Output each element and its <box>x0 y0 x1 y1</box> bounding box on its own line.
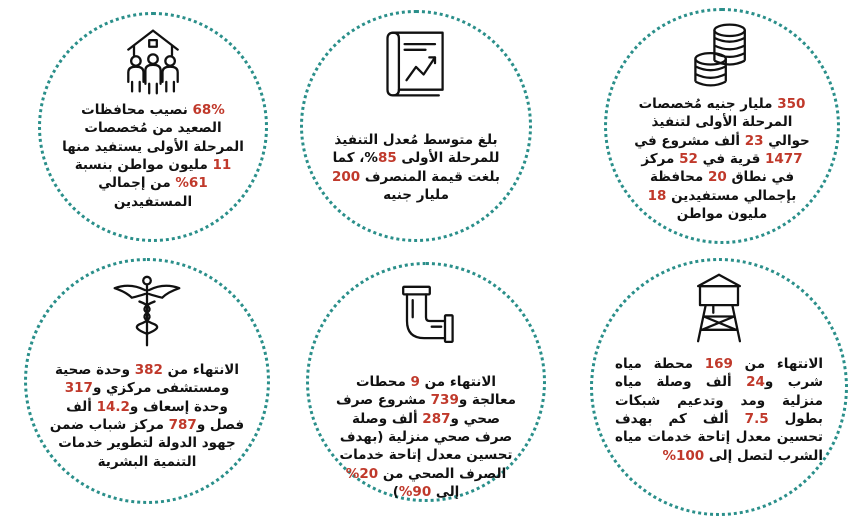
highlight-number: 68% <box>192 102 225 118</box>
text-segment: بلغ متوسط مُعدل التنفيذ للمرحلة الأولى <box>334 132 500 167</box>
highlight-number: 24 <box>746 374 765 391</box>
highlight-number: 287 <box>422 410 451 427</box>
text-segment: %، كما بلغت قيمة المنصرف <box>332 150 500 185</box>
card-drinking-water <box>590 258 848 516</box>
highlight-number: 317 <box>64 380 93 397</box>
caduceus-icon <box>109 273 185 349</box>
card-health-services <box>24 258 270 504</box>
text-segment: ألف كم بهدف تحسين معدل إتاحة خدمات مياه الشرب لتصل إلى <box>615 411 823 464</box>
families-house-icon <box>115 23 191 99</box>
highlight-number: 20% <box>345 465 379 482</box>
pipe-icon <box>388 283 464 359</box>
text-segment: الانتهاء من <box>732 356 823 372</box>
text-segment: مشروع صرف صحي و <box>336 392 501 427</box>
text-segment: من إجمالي المستفيدين <box>98 175 193 210</box>
card-text <box>333 373 519 502</box>
text-segment: مركز شباب ضمن جهود الدولة لتطوير خدمات التنمية البشرية <box>49 417 236 470</box>
card-text <box>327 131 505 204</box>
text-segment: قرية في <box>697 151 766 168</box>
coin-stacks-icon <box>684 17 760 93</box>
highlight-number: 20 <box>707 169 727 186</box>
highlight-number: 90% <box>398 484 432 501</box>
text-segment: ألف فصل و <box>66 398 245 434</box>
text-segment: الانتهاء من <box>162 362 239 378</box>
card-upper-egypt-share <box>38 12 268 242</box>
card-sanitation-services <box>306 262 546 502</box>
highlight-number: 23 <box>744 132 764 149</box>
text-segment: مركز في نطاق <box>641 151 795 186</box>
text-segment: مليار جنيه <box>383 187 449 204</box>
water-tower-icon <box>681 269 757 345</box>
text-segment: وحدة صحية ومستشفى مركزي و <box>54 362 230 397</box>
highlight-number: 61% <box>175 175 208 192</box>
card-implementation-rate <box>300 10 532 242</box>
text-segment: وحدة إسعاف و <box>129 398 228 415</box>
text-segment: ألف مشروع في <box>634 132 745 149</box>
text-segment: محطات معالجة و <box>355 374 516 409</box>
text-segment: محطة مياه شرب و <box>615 356 823 391</box>
text-segment: إلى <box>431 484 460 501</box>
highlight-number: 9 <box>410 374 420 390</box>
chart-document-icon <box>378 27 454 103</box>
highlight-number: 787 <box>168 417 197 434</box>
text-segment: ) <box>392 484 399 501</box>
highlight-number: 7.5 <box>744 411 769 428</box>
card-text <box>629 95 815 224</box>
highlight-number: 11 <box>212 157 232 174</box>
highlight-number: 350 <box>777 96 806 112</box>
highlight-number: 1477 <box>765 151 803 168</box>
card-text <box>47 361 247 471</box>
text-segment: محافظة بإجمالي مستفيدين <box>649 169 797 204</box>
card-text <box>615 355 823 465</box>
text-segment: نصيب محافظات الصعيد من مُخصصات المرحلة الأولى يستفيد منها <box>62 102 244 155</box>
highlight-number: 18 <box>647 187 667 204</box>
card-text <box>61 101 245 211</box>
text-segment: ألف وصلة صرف صحي منزلية (بهدف تحسين معدل إتاحة خدمات الصرف الصحي من <box>339 410 513 482</box>
highlight-number: 200 <box>331 168 361 185</box>
text-segment: مليون مواطن <box>676 206 768 223</box>
highlight-number: 100% <box>662 447 705 464</box>
text-segment: مليار جنيه مُخصصات المرحلة الأولى لتنفيذ حوالي <box>638 96 810 149</box>
highlight-number: 14.2 <box>96 398 130 415</box>
text-segment: الانتهاء من <box>419 374 497 390</box>
highlight-number: 52 <box>679 151 698 168</box>
highlight-number: 169 <box>704 356 733 372</box>
highlight-number: 739 <box>430 392 459 409</box>
card-phase-one-allocations <box>604 8 840 244</box>
highlight-number: 382 <box>134 362 163 378</box>
text-segment: ألف وصلة مياه منزلية ومد وتدعيم شبكات بطول <box>615 374 823 428</box>
highlight-number: 85 <box>377 150 397 167</box>
text-segment: مليون مواطن بنسبة <box>74 157 213 174</box>
